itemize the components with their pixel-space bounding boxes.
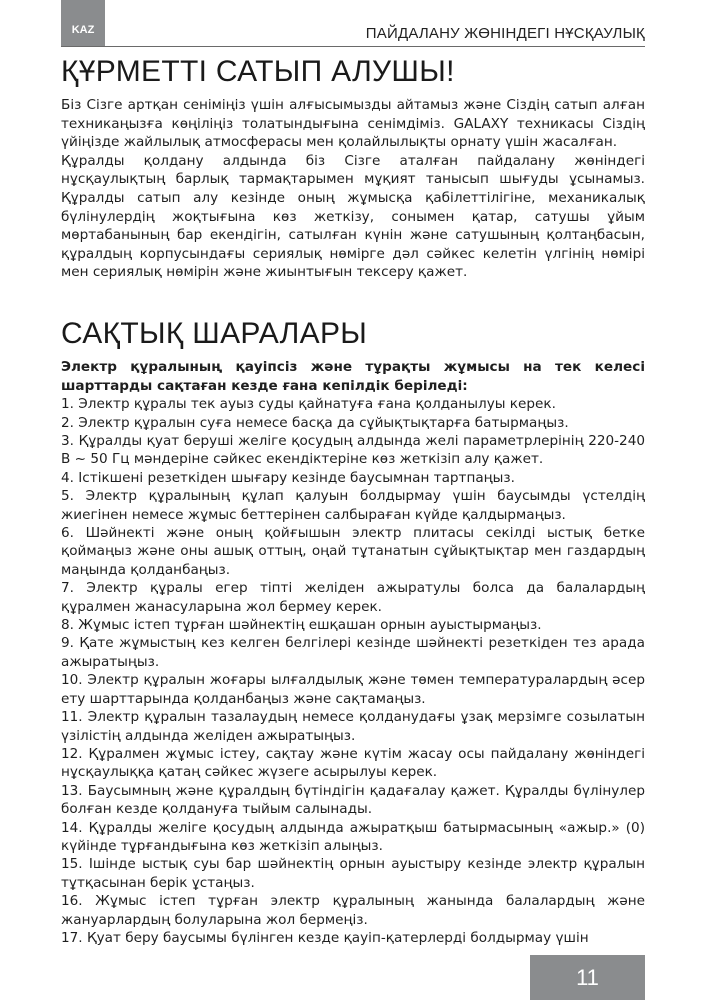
language-badge [61,0,105,46]
greeting-heading: ҚҰРМЕТТІ САТЫП АЛУШЫ! [61,55,455,88]
precaution-item: 12. Құралмен жұмыс істеу, сақтау және күтім жасау осы пайдалану жөніндегі нұсқаулыққа қатаң сәйкес жүзеге асырылуы керек. [61,745,645,781]
precaution-item: 17. Қуат беру баусымы бүлінген кезде қауіп-қатерлерді болдырмау үшін [61,929,589,946]
precautions-list [61,358,645,947]
precaution-item: 14. Құралды желіге қосудың алдында ажыратқыш батырмасының «ажыр.» (0) күйінде тұрғандығына көз жеткізіп алыңыз. [61,819,645,854]
precaution-item: 3. Құралды қуат беруші желіге қосудың алдында желі параметрлерінің 220-240 В ~ 50 Гц мәндеріне сәйкес екендіктеріне көз жеткізіп алу қажет. [61,433,645,468]
page-number-box [530,955,645,1000]
intro-section [61,96,645,282]
precaution-item: 8. Жұмыс істеп тұрған шәйнектің ешқашан орнын ауыстырмаңыз. [61,617,542,634]
precaution-item: 6. Шәйнекті және оның қойғышын электр плитасы секілді ыстық бетке қоймаңыз және оны ашық оттың, оңай тұтанатын сұйықтықтар мен газдардың маңында қолданбаңыз. [61,525,645,578]
precaution-item: 4. Істікшені резеткіден шығару кезінде баусымнан тартпаңыз. [61,469,515,486]
page-number: 11 [576,964,599,990]
precaution-item: 10. Электр құралын жоғары ылғалдылық және төмен температуралардың әсер ету шарттарында қолданбаңыз және сақтамаңыз. [61,672,645,707]
precaution-item: 11. Электр құралын тазалаудың немесе қолданудағы ұзақ мерзімге созылатын үзілістің алдында желіден ажыратыңыз. [61,709,645,744]
precaution-item: 2. Электр құралын суға немесе басқа да сұйықтықтарға батырмаңыз. [61,414,569,431]
precaution-item: 5. Электр құралының құлап қалуын болдырмау үшін баусымды үстелдің жиегінен немесе жұмыс беттерінен салбыраған күйде қалдырмаңыз. [61,488,645,523]
intro-paragraph-1: Біз Сізге артқан сеніміңіз үшін алғысымызды айтамыз және Сіздің сатып алған техникаңызға көңіліңіз толатындығына сенімдіміз. GALAXY техникасы Сіздің үйіңізде жайлылық атмосферасы мен қолайлылықты орнату үшін жасалған. [61,97,645,151]
intro-paragraph-2: Құралды қолдану алдында біз Сізге аталған пайдалану жөніндегі нұсқаулықтың барлық тармақтарымен мұқият танысып шығуды ұсынамыз. Құралды сатып алу кезінде оның жұмысқа қабілеттілігіне, механикалық бүлінулердің жоқтығына көз жеткізу, сонымен қатар, сатушы ұйым мөртабанының бар екендігін, сатылған күнін және сатушының қолтаңбасын, құралдың корпусындағы сериялық нөмірге дәл сәйкес келетін үлгінің нөмірі мен сериялық нөмірін және жиынтығын тексеру қажет. [61,152,645,281]
precaution-item: 13. Баусымның және құралдың бүтіндігін қадағалау қажет. Құралды бүлінулер болған кезде қолдануға тыйым салынады. [61,782,645,818]
precaution-item: 9. Қате жұмыстың кез келген белгілері кезінде шәйнекті резеткіден тез арада ажыратыңыз. [61,635,645,670]
precautions-heading: САҚТЫҚ ШАРАЛАРЫ [61,317,368,350]
precautions-lead: Электр құралының қауіпсіз және тұрақты жұмысы на тек келесі шарттарды сақтаған кезде ғана кепілдік беріледі: [61,359,645,394]
language-code: KAZ [71,24,95,36]
precaution-item: 16. Жұмыс істеп тұрған электр құралының жанында балалардың және жануарлардың болуларына жол бермеңіз. [61,893,645,928]
precaution-item: 7. Электр құралы егер тіпті желіден ажыратулы болса да балалардың құралмен жанасуларына жол бермеу керек. [61,580,645,615]
precaution-item: 1. Электр құралы тек ауыз суды қайнатуға ғана қолданылуы керек. [61,396,556,413]
precaution-item: 15. Ішінде ыстық суы бар шәйнектің орнын ауыстыру кезінде электр құралын тұтқасынан берік ұстаңыз. [61,856,645,891]
header-title: ПАЙДАЛАНУ ЖӨНІНДЕГІ НҰСҚАУЛЫҚ [365,25,645,42]
header-divider [61,46,645,47]
